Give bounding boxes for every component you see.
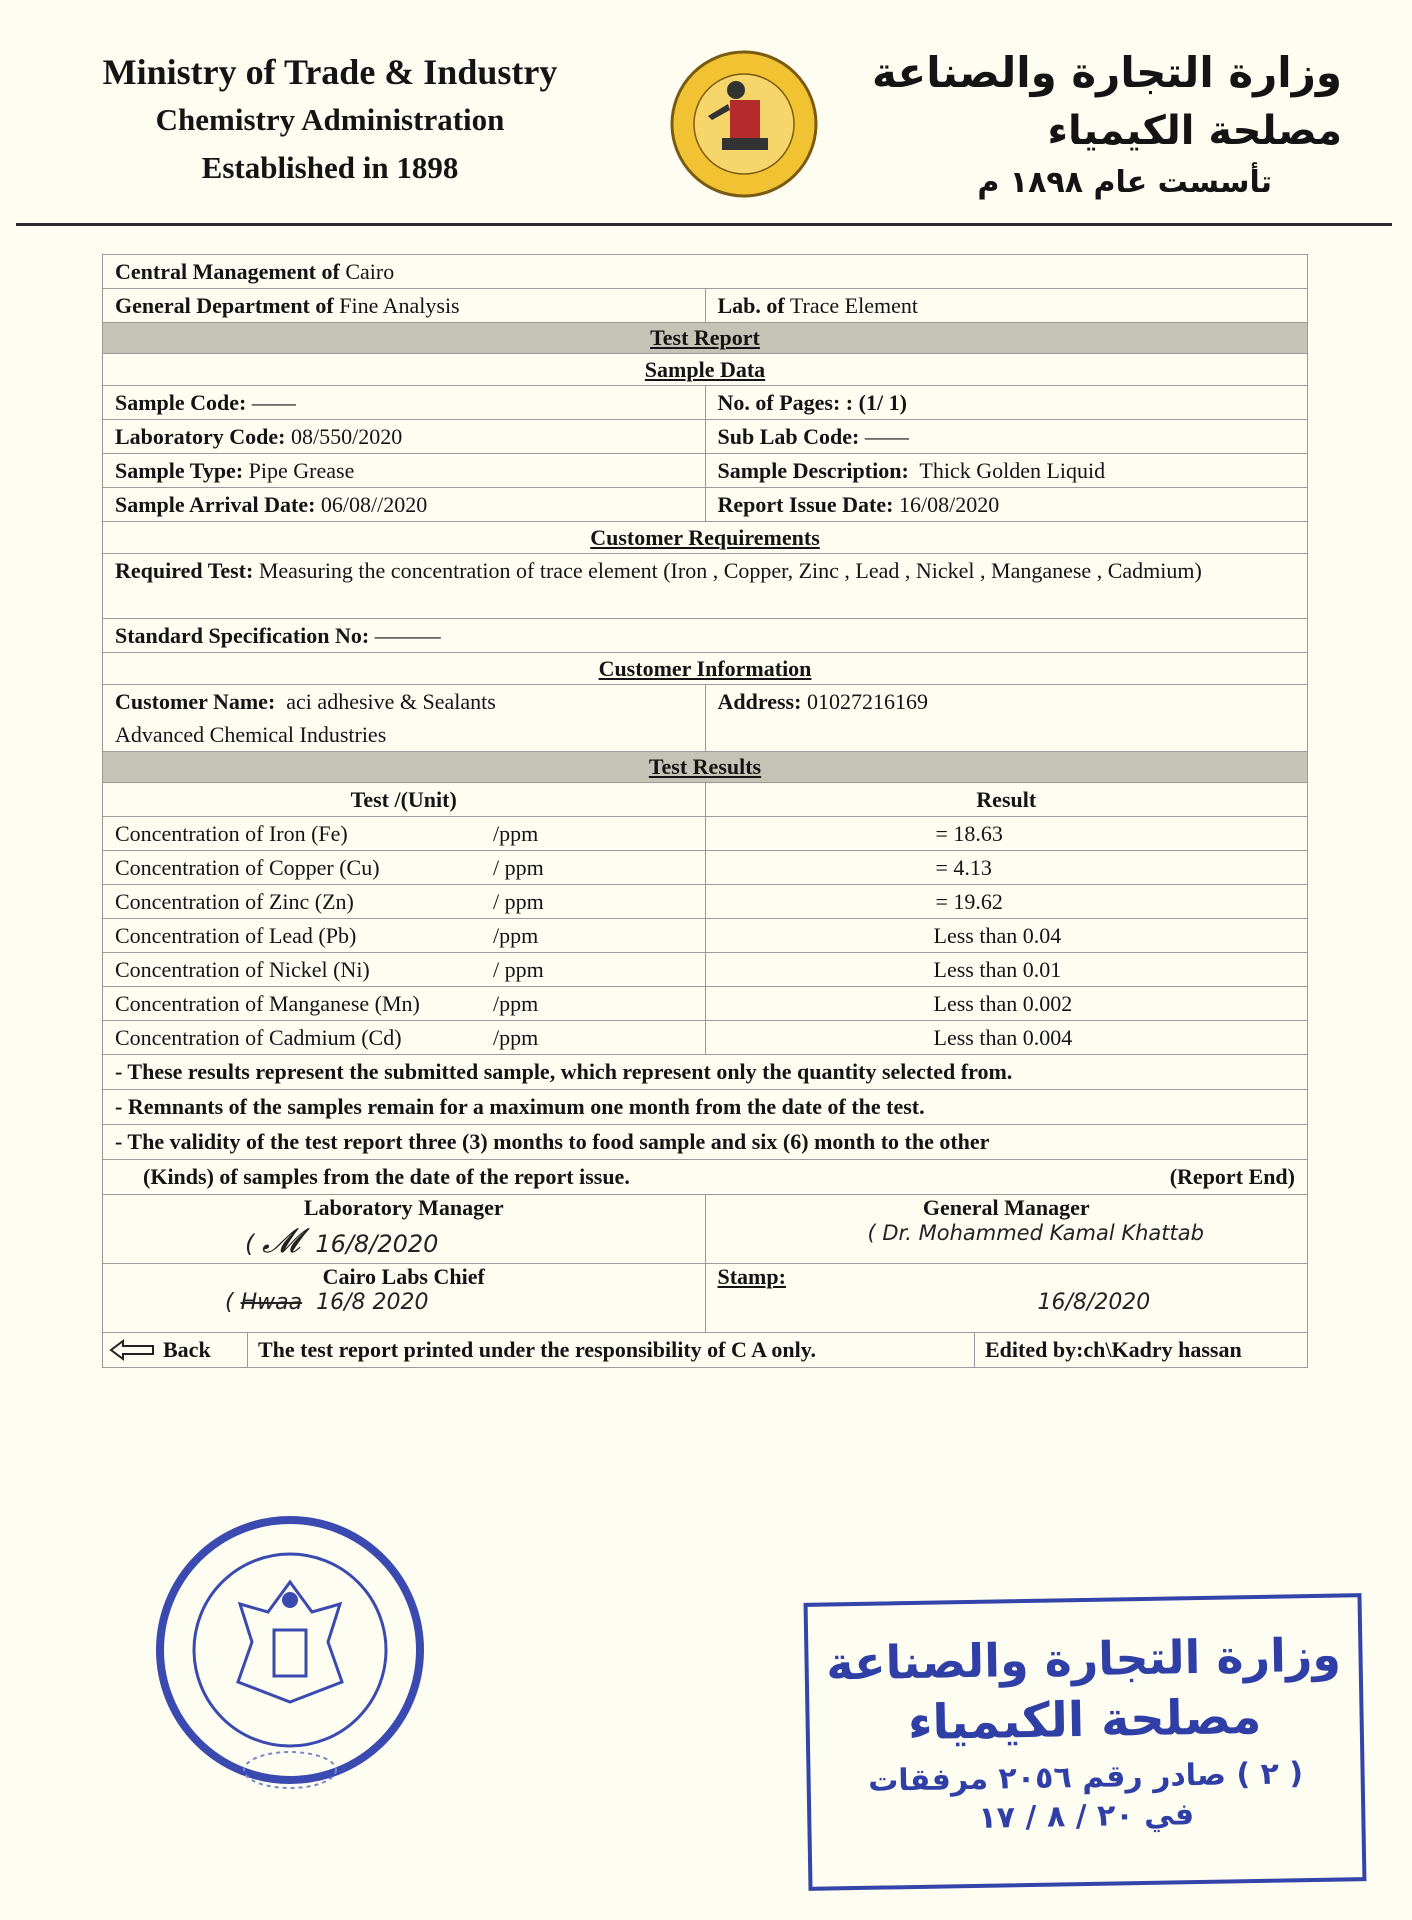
test-report-document xyxy=(102,254,1308,1368)
established-en: Established in 1898 xyxy=(201,150,459,185)
laboratory-manager-signature: ( 𝓜 16/8/2020 xyxy=(245,1221,439,1261)
header-divider xyxy=(16,223,1392,226)
stamp-line-3: ( ٢ ) صادر رقم ٢٠٥٦ مرفقات xyxy=(867,1756,1304,1799)
standard-specification-cell: Standard Specification No: ——— xyxy=(103,619,1308,653)
test-unit: / ppm xyxy=(493,854,544,880)
note-4: (Kinds) of samples from the date of the report issue. xyxy=(143,1164,630,1189)
test-name: Concentration of Zinc (Zn) xyxy=(115,888,354,914)
test-name: Concentration of Lead (Pb) xyxy=(115,922,357,948)
report-table xyxy=(102,254,1308,1368)
sample-type-cell: Sample Type: Pipe Grease xyxy=(103,454,706,488)
sample-data-heading: Sample Data xyxy=(103,354,1308,386)
test-result: = 19.62 xyxy=(705,885,1308,919)
stamp-cell xyxy=(705,1264,1308,1333)
address-cell: Address: 01027216169 xyxy=(705,685,1308,752)
customer-requirements-heading: Customer Requirements xyxy=(103,522,1308,554)
report-issue-date-cell: Report Issue Date: 16/08/2020 xyxy=(705,488,1308,522)
general-department-cell: General Department of Fine Analysis xyxy=(103,289,706,323)
cairo-labs-chief-cell xyxy=(103,1264,706,1333)
test-result: Less than 0.002 xyxy=(705,987,1308,1021)
test-unit: /ppm xyxy=(493,820,539,846)
customer-information-heading: Customer Information xyxy=(103,653,1308,685)
back-button[interactable] xyxy=(103,1333,248,1367)
test-unit: /ppm xyxy=(493,990,539,1016)
laboratory-manager-cell xyxy=(103,1195,706,1264)
test-unit: / ppm xyxy=(493,956,544,982)
responsibility-note: The test report printed under the responsibility of C A only. xyxy=(248,1333,975,1367)
sub-lab-code-cell: Sub Lab Code: —— xyxy=(705,420,1308,454)
stamp-line-4: في ٢٠ / ٨ / ١٧ xyxy=(978,1797,1195,1836)
administration-name-ar: مصلحة الكيمياء xyxy=(1047,108,1342,154)
central-management-cell: Central Management of Cairo xyxy=(103,255,1308,289)
table-row xyxy=(103,953,1308,987)
laboratory-manager-label: Laboratory Manager xyxy=(303,1195,504,1220)
test-name: Concentration of Iron (Fe) xyxy=(115,820,348,846)
table-row xyxy=(103,919,1308,953)
note-3: - The validity of the test report three (3) months to food sample and six (6) month to the other xyxy=(103,1125,1308,1160)
table-row xyxy=(103,885,1308,919)
test-results-heading: Test Results xyxy=(103,752,1308,783)
test-name: Concentration of Nickel (Ni) xyxy=(115,956,370,982)
required-test-cell: Required Test: Measuring the concentration of trace element (Iron , Copper, Zinc , Lead , Nickel , Manganese , Cadmium) xyxy=(103,554,1308,619)
ministry-rectangular-stamp xyxy=(804,1593,1367,1891)
test-result: = 4.13 xyxy=(705,851,1308,885)
table-row xyxy=(103,817,1308,851)
established-ar: تأسست عام ١٨٩٨ م xyxy=(977,165,1272,200)
header-english xyxy=(40,48,620,192)
pages-cell: No. of Pages: : (1/ 1) xyxy=(705,386,1308,420)
lab-cell: Lab. of Trace Element xyxy=(705,289,1308,323)
test-unit: / ppm xyxy=(493,888,544,914)
customer-name-cell: Customer Name: aci adhesive & Sealants Advanced Chemical Industries xyxy=(103,685,706,752)
general-manager-signature: ( Dr. Mohammed Kamal Khattab xyxy=(867,1221,1204,1245)
general-manager-cell xyxy=(705,1195,1308,1264)
result-column-header: Result xyxy=(705,783,1308,817)
arrow-left-icon xyxy=(109,1339,155,1361)
stamp-line-1: وزارة التجارة والصناعة xyxy=(825,1627,1342,1691)
general-manager-date: 16/8/2020 xyxy=(1037,1290,1151,1315)
laboratory-code-cell: Laboratory Code: 08/550/2020 xyxy=(103,420,706,454)
note-1: - These results represent the submitted sample, which represent only the quantity selected from. xyxy=(103,1055,1308,1090)
ministry-name-ar: وزارة التجارة والصناعة xyxy=(872,48,1342,97)
test-name: Concentration of Manganese (Mn) xyxy=(115,990,420,1016)
test-unit: /ppm xyxy=(493,1024,539,1050)
test-unit-column-header: Test /(Unit) xyxy=(103,783,706,817)
general-manager-label: General Manager xyxy=(922,1195,1090,1220)
back-label: Back xyxy=(163,1337,211,1362)
test-result: Less than 0.04 xyxy=(705,919,1308,953)
table-row xyxy=(103,851,1308,885)
cairo-labs-chief-label: Cairo Labs Chief xyxy=(322,1264,485,1289)
ministry-name-en: Ministry of Trade & Industry xyxy=(102,52,558,92)
note-2: - Remnants of the samples remain for a maximum one month from the date of the test. xyxy=(103,1090,1308,1125)
note-4-row xyxy=(103,1160,1308,1195)
test-report-heading: Test Report xyxy=(103,323,1308,354)
stamp-label: Stamp: xyxy=(717,1264,786,1289)
report-end-label: (Report End) xyxy=(1169,1164,1295,1189)
test-unit: /ppm xyxy=(493,922,539,948)
sample-code-cell: Sample Code: —— xyxy=(103,386,706,420)
test-result: Less than 0.01 xyxy=(705,953,1308,987)
footer-row xyxy=(103,1333,1308,1368)
administration-name-en: Chemistry Administration xyxy=(155,102,505,137)
stamp-line-2: مصلحة الكيمياء xyxy=(907,1688,1262,1752)
header-arabic xyxy=(872,44,1342,206)
sample-description-cell: Sample Description: Thick Golden Liquid xyxy=(705,454,1308,488)
table-row xyxy=(103,987,1308,1021)
chemistry-logo-icon xyxy=(668,48,820,200)
sample-arrival-date-cell: Sample Arrival Date: 06/08//2020 xyxy=(103,488,706,522)
cairo-labs-chief-signature: ( Hwaa 16/8 2020 xyxy=(225,1290,429,1315)
test-result: Less than 0.004 xyxy=(705,1021,1308,1055)
test-name: Concentration of Cadmium (Cd) xyxy=(115,1024,402,1050)
edited-by: Edited by:ch\Kadry hassan xyxy=(985,1337,1242,1362)
eagle-seal-stamp-icon xyxy=(140,1512,440,1802)
test-name: Concentration of Copper (Cu) xyxy=(115,854,380,880)
table-row xyxy=(103,1021,1308,1055)
test-result: = 18.63 xyxy=(705,817,1308,851)
